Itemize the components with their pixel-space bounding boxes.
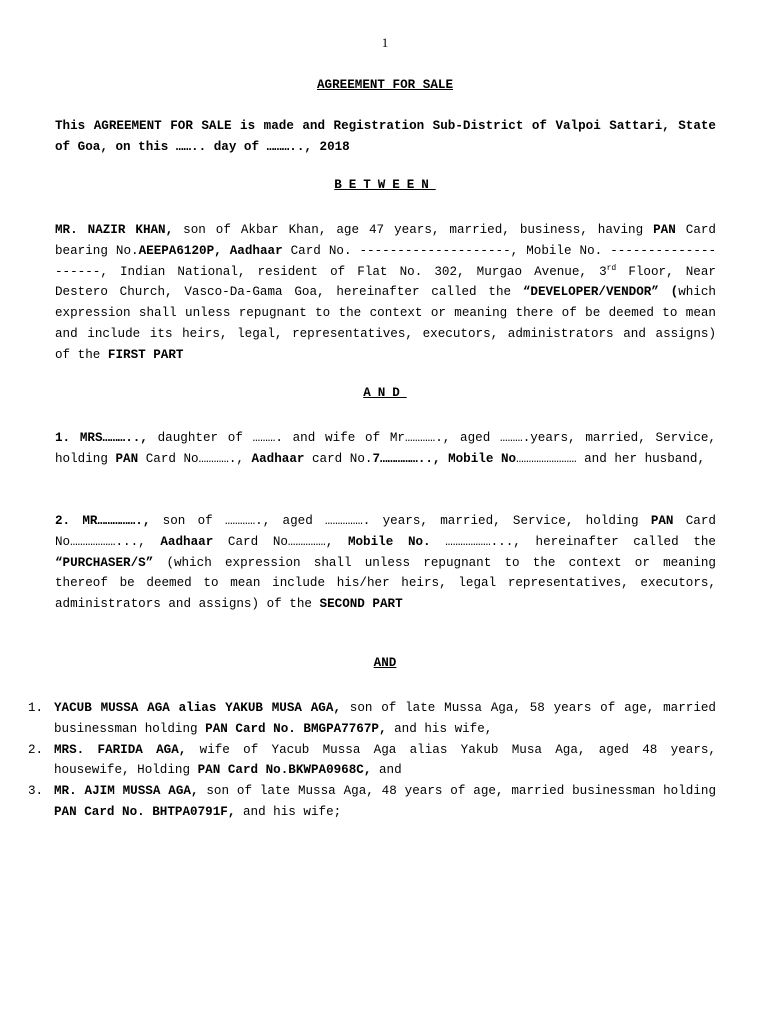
list-number: 1. bbox=[28, 701, 44, 715]
text: Card bearing No. bbox=[55, 223, 716, 258]
list-item-text bbox=[54, 781, 716, 823]
text: Card No………………..., bbox=[55, 514, 716, 549]
text: …………………… and her husband, bbox=[516, 451, 706, 466]
part-label: SECOND PART bbox=[319, 597, 403, 612]
first-party-name: MR. NAZIR KHAN, bbox=[55, 223, 174, 237]
text bbox=[441, 452, 449, 466]
text: which expression shall unless repugnant to the context or meaning there of be deemed to mean and include its heirs, legal, representatives, executors, administrators and assigns) of the bbox=[55, 285, 716, 362]
text: and his wife; bbox=[235, 804, 342, 819]
list-item bbox=[28, 781, 716, 823]
list-item bbox=[28, 740, 716, 782]
superscript: rd bbox=[606, 263, 617, 273]
text: (which expression shall unless repugnant to the context or meaning thereof be deemed to mean include his/her heirs, legal representatives, executors, administrators and assigns) of the bbox=[55, 555, 716, 612]
aadhaar-value: 7…………….., bbox=[372, 451, 441, 466]
between-heading: BETWEEN bbox=[334, 178, 436, 192]
pan-label: PAN bbox=[650, 514, 674, 528]
owner-name: MR. AJIM MUSSA AGA, bbox=[54, 784, 199, 799]
text: son of late Mussa Aga, 48 years of age, married businessman holding bbox=[198, 784, 716, 799]
text: son of …………., aged ……………. years, married, Service, holding bbox=[150, 514, 651, 528]
owner-name: YACUB MUSSA AGA alias YAKUB MUSA AGA, bbox=[54, 701, 341, 715]
list-item-text bbox=[54, 698, 716, 740]
text bbox=[222, 244, 230, 258]
text: son of late Mussa Aga, 58 years of age, married businessman holding bbox=[54, 701, 716, 736]
text: Card No…………., bbox=[138, 451, 252, 466]
list-item-text bbox=[54, 740, 716, 782]
purchaser-2-paragraph bbox=[55, 511, 716, 615]
text: card No. bbox=[304, 451, 373, 466]
text: daughter of ………. and wife of Mr…………., aged ……….years, married, Service, holding bbox=[55, 431, 716, 466]
list-item bbox=[28, 698, 716, 740]
mobile-label: Mobile No. bbox=[347, 534, 431, 549]
intro-paragraph: This AGREEMENT FOR SALE is made and Registration Sub-District of Valpoi Sattari, State of Goa, on this …….. day of ……….., 2018 bbox=[55, 119, 716, 154]
text: and bbox=[371, 763, 402, 778]
text: and his wife, bbox=[386, 721, 493, 736]
purchaser-1-paragraph bbox=[55, 428, 716, 470]
page-number: 1 bbox=[381, 35, 389, 50]
text: son of Akbar Khan, age 47 years, married, business, having bbox=[173, 223, 654, 237]
role-label: “DEVELOPER/VENDOR” ( bbox=[522, 285, 679, 300]
role-label: “PURCHASER/S” bbox=[55, 555, 154, 570]
pan-label: PAN Card No. BHTPA0791F, bbox=[54, 804, 236, 819]
pan-label: PAN bbox=[115, 451, 139, 466]
document-title: AGREEMENT FOR SALE bbox=[316, 78, 454, 92]
mobile-label: Mobile No bbox=[448, 451, 517, 466]
text: Floor, Near Destero Church, Vasco-Da-Gama Goa, hereinafter called the bbox=[55, 264, 716, 300]
text: wife of Yacub Mussa Aga alias Yakub Musa Aga, aged 48 years, housewife, Holding bbox=[54, 742, 716, 778]
aadhaar-label: Aadhaar bbox=[160, 534, 214, 549]
pan-label: PAN Card No. BMGPA7767P, bbox=[205, 721, 387, 736]
purchaser-1-name: 1. MRS……….., bbox=[55, 431, 148, 445]
text: ………………..., hereinafter called the bbox=[430, 534, 716, 549]
aadhaar-label: Aadhaar bbox=[251, 451, 305, 466]
and-heading-1: AND bbox=[363, 386, 407, 400]
owner-name: MRS. FARIDA AGA, bbox=[54, 742, 187, 757]
text: Card No. --------------------, Mobile No. --------------------, Indian National, resident of Flat No. 302, Murgao Avenue, 3 bbox=[55, 243, 717, 279]
pan-number: AEEPA6120P, bbox=[138, 243, 222, 258]
part-label: FIRST PART bbox=[107, 347, 184, 362]
list-number: 3. bbox=[28, 784, 44, 799]
list-number: 2. bbox=[28, 742, 44, 757]
and-heading-2: AND bbox=[373, 656, 397, 670]
first-party-paragraph bbox=[55, 220, 716, 366]
purchaser-2-name: 2. MR……………., bbox=[55, 514, 151, 528]
aadhaar-label: Aadhaar bbox=[229, 243, 283, 258]
pan-label: PAN bbox=[653, 223, 676, 237]
text: Card No……………, bbox=[213, 534, 348, 549]
owners-list bbox=[28, 698, 716, 823]
pan-label: PAN Card No.BKWPA0968C, bbox=[197, 763, 372, 778]
